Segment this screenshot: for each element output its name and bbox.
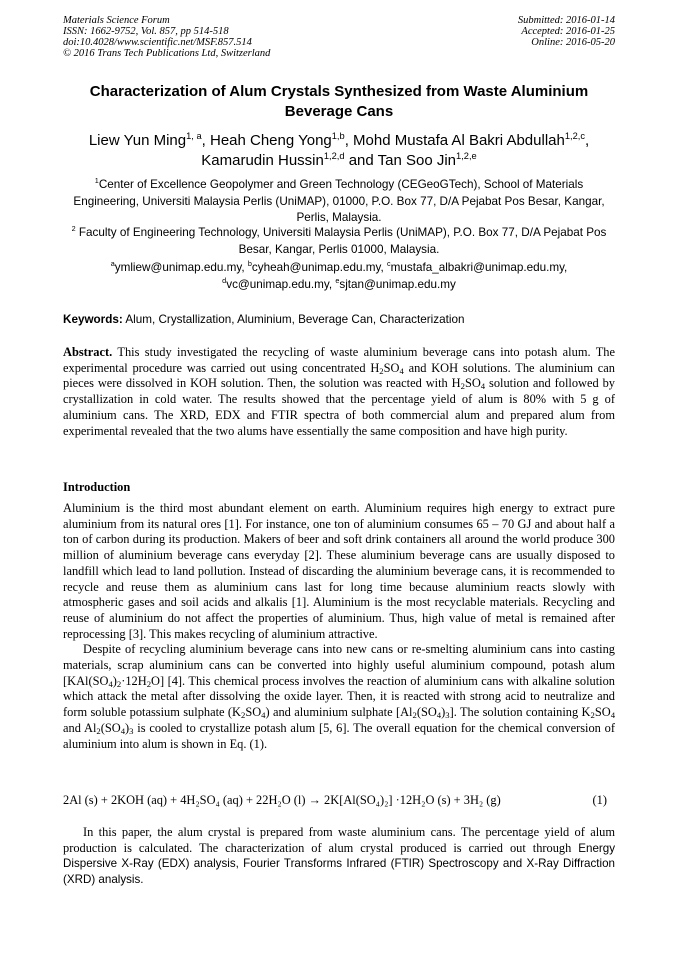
email-list: $^a$ymliew@unimap.edu.my, $^b$cyheah@unimap.edu.my, $^c$mustafa_albakri@unimap.edu.my, $^d$vc@unimap.edu.my, $^e$sjtan@unimap.edu.my: [110, 259, 568, 291]
author-name: Mohd Mustafa Al Bakri Abdullah: [353, 132, 565, 149]
paragraph: In this paper, the alum crystal is prepared from waste aluminium cans. The percentage yield of alum production is calculated. The characterization of alum crystal produced is carried out through Energy Dispersive X-Ray (EDX) analysis, Fourier Transforms Infrared (FTIR) Spectroscopy and X-Ray Diffraction (XRD) analysis.: [63, 825, 615, 887]
abstract-label: Abstract.: [63, 345, 113, 359]
affiliation-mark: 2: [71, 224, 76, 234]
publication-info: [63, 15, 270, 59]
email-link[interactable]: ymliew@unimap.edu.my: [114, 261, 242, 274]
paper-title: Characterization of Alum Crystals Synthesized from Waste Aluminium Beverage Cans: [89, 83, 589, 120]
keywords-text: Alum, Crystallization, Aluminium, Beverage Can, Characterization: [122, 313, 465, 326]
affiliation-mark: 1: [94, 176, 99, 186]
issn: ISSN: 1662-9752, Vol. 857, pp 514-518: [63, 26, 229, 37]
abstract-text: and KOH solutions. The aluminium can pieces were dissolved in KOH solution. Then, the solution was reacted with: [63, 360, 615, 391]
email-link[interactable]: sjtan@unimap.edu.my: [339, 277, 456, 291]
author-name: Heah Cheng Yong: [209, 132, 332, 149]
abstract-text: solution and followed by crystallization in cold water. The results showed that the percentage yield of alum is 80% with 5 g of aluminium cans. The XRD, EDX and FTIR spectra of both commercial alum and prepared alum from experimental revealed that the two alums have essentially the same composition and have high purity.: [63, 376, 615, 438]
author-affiliation-mark: 1,b: [331, 131, 345, 141]
author-affiliation-mark: 1, a: [186, 131, 202, 141]
author-affiliation-mark: 1,2,e: [456, 151, 477, 161]
author-affiliation-mark: 1,2,d: [323, 151, 345, 161]
publication-dates: [518, 15, 615, 48]
submitted-date: Submitted: 2016-01-14: [517, 15, 615, 26]
email-mark: e: [335, 275, 340, 285]
keywords-label: Keywords:: [63, 313, 123, 326]
section-heading-introduction: Introduction: [63, 480, 131, 494]
author-list: Liew Yun Ming$^{1, a}$, Heah Cheng Yong$^{1,b}$, Mohd Mustafa Al Bakri Abdullah$^{1,2,c}$, Kamarudin Hussin$^{1,2,d}$ and Tan Soo Jin$^{1,2,e}$: [88, 131, 590, 169]
author-affiliation-mark: 1,2,c: [564, 131, 585, 141]
copyright: © 2016 Trans Tech Publications Ltd, Switzerland: [63, 48, 271, 59]
keywords: [63, 312, 615, 328]
email-mark: a: [110, 259, 115, 269]
journal-name: Materials Science Forum: [63, 15, 170, 26]
email-mark: d: [222, 275, 227, 285]
email-mark: c: [387, 259, 391, 269]
abstract-text: This study investigated the recycling of waste aluminium beverage cans into potash alum. The experimental procedure was carried out using concentrated: [63, 345, 615, 375]
affiliation-text: Faculty of Engineering Technology, Universiti Malaysia Perlis (UniMAP), P.O. Box 77, D/A Pejabat Pos Besar, Kangar, Perlis 01000, Malaysia.: [75, 226, 607, 256]
equation-1: [63, 792, 615, 808]
email-link[interactable]: cyheah@unimap.edu.my: [251, 261, 381, 274]
abstract: Abstract. This study investigated the recycling of waste aluminium beverage cans into potash alum. The experimental procedure was carried out using concentrated $H_2SO_4$ and KOH solutions. The aluminium can pieces were dissolved in KOH solution. Then, the solution was reacted with $H_2SO_4$ solution and followed by crystallization in cold water. The results showed that the percentage yield of alum is 80% with 5 g of aluminium cans. The XRD, EDX and FTIR spectra of both commercial alum and prepared alum from experimental revealed that the two alums have essentially the same composition and have high purity.: [63, 345, 615, 438]
paragraph: Aluminium is the third most abundant element on earth. Aluminium requires high energy to extract pure aluminium from its natural ores [1]. For instance, one ton of aluminium consumes 65 – 70 GJ and about half a ton of carbon during its production. Makers of beer and soft drink containers all around the world produce 300 million of aluminium beverage cans everyday [2]. These aluminium beverage cans are usually disposed to landfill which lead to land pollution. Instead of discarding the aluminium beverage cans, it is recommended to recycle and reuse them as aluminium cans last for long time because aluminium reacts slowly with atmospheric gases and soil acids and alkalis [1]. Aluminium is the most recyclable materials. Recycling and reuse of aluminium do not affect the properties of aluminium. Thus, high value of metal is remained after reprocessing [3]. This makes recycling of aluminium attractive.: [63, 501, 615, 641]
email-mark: b: [247, 259, 252, 269]
affiliation-2: [63, 225, 615, 258]
accepted-date: Accepted: 2016-01-25: [521, 26, 615, 37]
email-link[interactable]: mustafa_albakri@unimap.edu.my: [390, 261, 565, 274]
affiliation-1: [63, 177, 615, 227]
introduction-body: [63, 501, 615, 752]
online-date: Online: 2016-05-20: [531, 37, 615, 48]
equation-number: (1): [592, 793, 607, 807]
author-name: Liew Yun Ming: [88, 132, 187, 149]
author-name: Tan Soo Jin: [377, 152, 457, 169]
doi: doi:10.4028/www.scientific.net/MSF.857.514: [63, 37, 252, 48]
equation-text: 2Al (s) + 2KOH (aq) + 4H₂SO₄ (aq) + 22H₂O (l) → 2K[Al(SO₄)₂] ·12H₂O (s) + 3H₂ (g): [63, 793, 501, 807]
affiliation-text: Center of Excellence Geopolymer and Green Technology (CEGeoGTech), School of Materials Engineering, Universiti Malaysia Perlis (UniMAP), 01000, P.O. Box 77, D/A Pejabat Pos Besar, Kangar, Perlis, Malaysia.: [73, 178, 605, 224]
introduction-closing: [63, 825, 615, 888]
email-link[interactable]: vc@unimap.edu.my: [226, 277, 329, 291]
author-name: Kamarudin Hussin: [201, 152, 324, 169]
paragraph: Despite of recycling aluminium beverage cans into new cans or re-smelting aluminium cans into casting materials, scrap aluminium cans can be converted into highly useful aluminium compound, potash alum $[KAl(SO_4)_2\cdot 12H_2O]$ [4]. This chemical process involves the reaction of aluminium cans with alkaline solution which attack the metal after dissolving the oxide layer. Then, it is reacted with strong acid to neutralize and form soluble potassium sulphate $(K_2SO_4)$ and aluminium sulphate $[Al_2(SO_4)_3]$. The solution containing $K_2SO_4$ and $Al_2(SO_4)_3$ is cooled to crystallize potash alum [5, 6]. The overall equation for the chemical conversion of aluminium into alum is shown in Eq. (1).: [63, 642, 616, 751]
